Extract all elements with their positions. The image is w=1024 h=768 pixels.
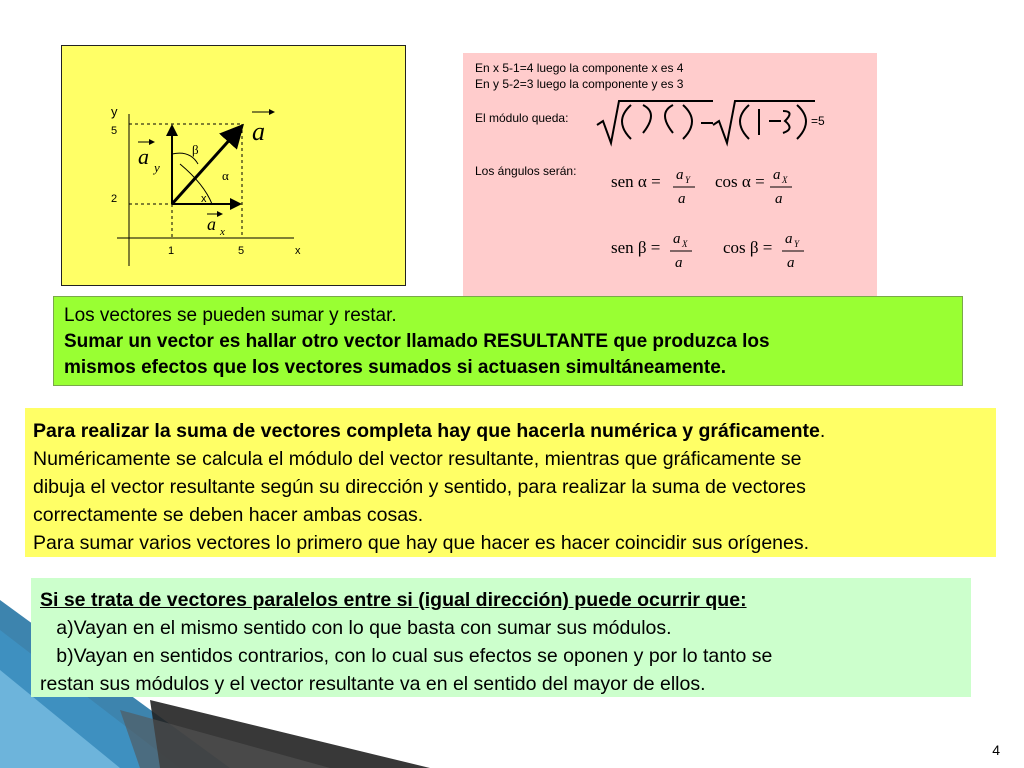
- beta-label: β: [192, 142, 199, 157]
- x-tick-1: 1: [168, 245, 175, 257]
- method-line-5: Para sumar varios vectores lo primero que hay que hacer es hacer coincidir sus orígenes.: [33, 532, 810, 554]
- method-line-1: [33, 417, 988, 445]
- definition-line-1: Los vectores se pueden sumar y restar.: [64, 305, 397, 326]
- vector-ax-label: a: [207, 214, 216, 234]
- cos-beta-subscript: Y: [794, 239, 800, 249]
- vector-ay-label: a: [138, 144, 149, 169]
- modulo-formula: [597, 101, 815, 143]
- parallel-vectors-box: [31, 578, 971, 697]
- vector-ay-subscript: y: [154, 160, 160, 175]
- vector-a-label: a: [252, 117, 265, 146]
- alpha-label: α: [222, 168, 229, 183]
- vector-diagram-graphic: [62, 46, 407, 287]
- vector-diagram: [61, 45, 406, 286]
- x-axis-label: x: [295, 245, 301, 257]
- method-line-1-bold: Para realizar la suma de vectores completa hay que hacerla numérica y gráficamente: [33, 420, 820, 442]
- cos-beta-label: cos β =: [723, 238, 773, 257]
- cos-alpha-label: cos α =: [715, 172, 765, 191]
- modulo-result: =5: [811, 114, 825, 128]
- small-x-label: x: [201, 193, 207, 205]
- cos-alpha-subscript: X: [782, 175, 788, 185]
- parallel-line-2: a)Vayan en el mismo sentido con lo que basta con sumar sus módulos.: [40, 617, 672, 639]
- calculation-box: [463, 53, 877, 296]
- component-y-text: En y 5-2=3 luego la componente y es 3: [475, 77, 684, 91]
- sen-beta-numerator: a: [673, 231, 681, 247]
- sen-alpha-subscript: Y: [685, 175, 691, 185]
- sen-alpha-label: sen α =: [611, 172, 661, 191]
- sen-beta-subscript: X: [682, 239, 688, 249]
- angle-alpha-arc: [180, 164, 212, 204]
- method-line-4: correctamente se deben hacer ambas cosas.: [33, 504, 424, 526]
- parallel-line-3: b)Vayan en sentidos contrarios, con lo cual sus efectos se oponen y por lo tanto se: [40, 645, 773, 667]
- x-tick-5: 5: [238, 245, 245, 257]
- cos-alpha-denominator: a: [775, 191, 783, 207]
- definition-line-2: Sumar un vector es hallar otro vector llamado RESULTANTE que produzca los: [64, 331, 770, 352]
- cos-alpha-numerator: a: [773, 167, 781, 183]
- method-line-1-end: .: [819, 420, 826, 442]
- y-tick-2: 2: [111, 193, 118, 205]
- sum-method-box: [25, 408, 996, 557]
- y-tick-5: 5: [111, 125, 118, 137]
- formula-graphic: [463, 53, 877, 296]
- sen-beta-denominator: a: [675, 255, 683, 271]
- vector-ax-subscript: x: [220, 226, 225, 238]
- parallel-line-1: Si se trata de vectores paralelos entre si (igual dirección) puede ocurrir que:: [40, 589, 747, 611]
- modulo-label: El módulo queda:: [475, 111, 569, 125]
- angulos-label: Los ángulos serán:: [475, 164, 577, 178]
- parallel-line-4: restan sus módulos y el vector resultante va en el sentido del mayor de ellos.: [40, 673, 706, 695]
- y-axis-label: y: [111, 104, 118, 119]
- method-line-2: Numéricamente se calcula el módulo del vector resultante, mientras que gráficamente se: [33, 448, 802, 470]
- sen-beta-label: sen β =: [611, 238, 661, 257]
- cos-beta-denominator: a: [787, 255, 795, 271]
- vector-a-arrow: [172, 126, 242, 204]
- vector-sum-definition-box: [53, 296, 963, 386]
- component-x-text: En x 5-1=4 luego la componente x es 4: [475, 61, 684, 75]
- cos-beta-numerator: a: [785, 231, 793, 247]
- page-number: 4: [992, 742, 1000, 758]
- method-line-3: dibuja el vector resultante según su dirección y sentido, para realizar la suma de vectores: [33, 476, 806, 498]
- definition-line-3: mismos efectos que los vectores sumados si actuasen simultáneamente.: [64, 357, 727, 378]
- sen-alpha-numerator: a: [676, 167, 684, 183]
- sen-alpha-denominator: a: [678, 191, 686, 207]
